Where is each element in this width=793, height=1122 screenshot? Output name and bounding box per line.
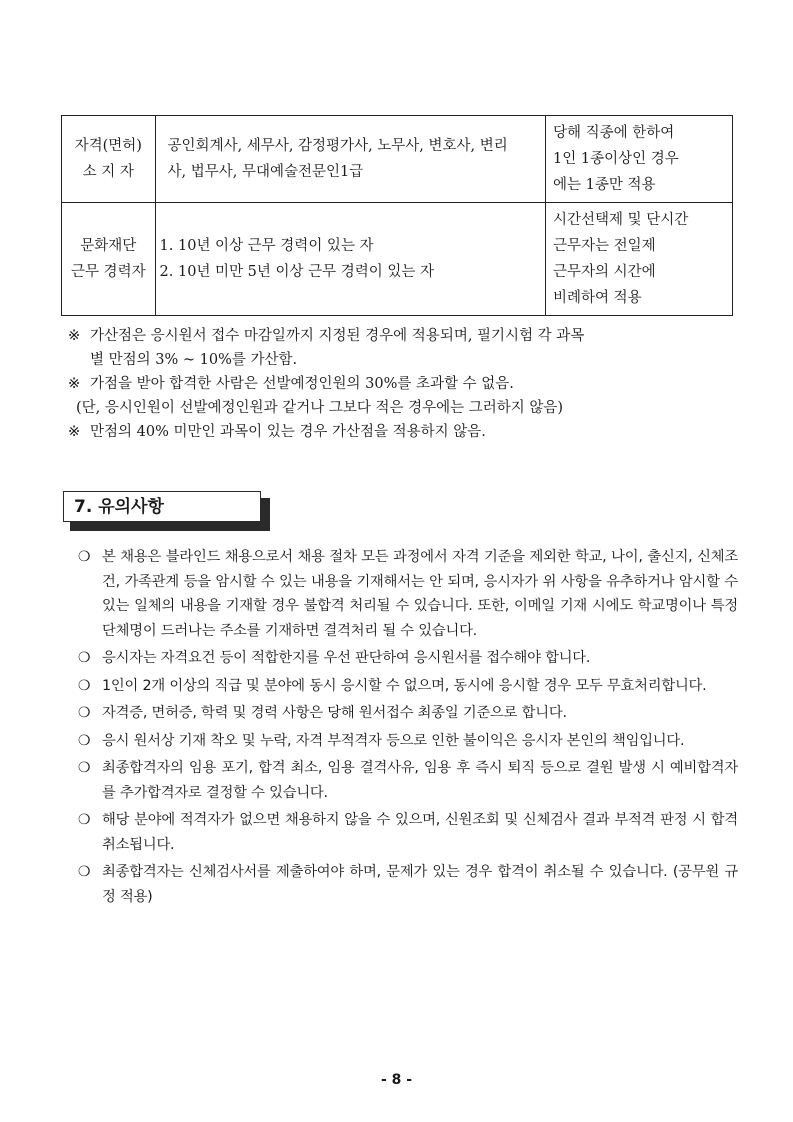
- circle-bullet-icon: ❍: [78, 549, 91, 565]
- row-note: 당해 직종에 한하여 1인 1종이상인 경우 에는 1종만 적용: [546, 116, 733, 203]
- circle-bullet-icon: ❍: [78, 705, 91, 721]
- list-item: ❍ 최종합격자의 임용 포기, 합격 최소, 임용 결격사유, 임용 후 즉시 퇴직 등으로 결원 발생 시 예비합격자를 추가합격자로 결정할 수 있습니다.: [78, 756, 738, 805]
- table-row: [62, 203, 733, 316]
- qualification-table: [61, 115, 733, 316]
- precautions-list: [78, 545, 738, 912]
- reference-mark-icon: ※: [68, 424, 81, 440]
- list-item: ❍ 자격증, 면허증, 학력 및 경력 사항은 당해 원서접수 최종일 기준으로 합니다.: [78, 701, 738, 726]
- table-row: [62, 116, 733, 203]
- note-item: ※ 가산점은 응시원서 접수 마감일까지 지정된 경우에 적용되며, 필기시험 각 과목 별 만점의 3% ~ 10%를 가산함.: [68, 324, 738, 372]
- page-number: - 8 -: [380, 1072, 413, 1088]
- list-item: ❍ 응시자는 자격요건 등이 적합한지를 우선 판단하여 응시원서를 접수해야 합니다.: [78, 646, 738, 671]
- row-content: 1. 10년 이상 근무 경력이 있는 자 2. 10년 미만 5년 이상 근무 경력이 있는 자: [155, 203, 545, 316]
- section-title: 7. 유의사항: [63, 491, 261, 522]
- circle-bullet-icon: ❍: [78, 760, 91, 776]
- list-item: ❍ 응시 원서상 기재 착오 및 누락, 자격 부적격자 등으로 인한 불이익은 응시자 본인의 책임입니다.: [78, 729, 738, 754]
- note-subtext: (단, 응시인원이 선발예정인원과 같거나 그보다 적은 경우에는 그러하지 않음): [76, 400, 564, 416]
- list-item: ❍ 본 채용은 블라인드 채용으로서 채용 절차 모든 과정에서 자격 기준을 제외한 학교, 나이, 출신지, 신체조건, 가족관계 등을 암시할 수 있는 내용을 기재해서는 안 되며, 응시자가 위 사항을 유추하거나 암시할 수 있는 일체의 내용을 기재할 경우 불합격 처리될 수 있습니다. 또한, 이메일 기재 시에도 학교명이나 특정 단체명이 드러나는 주소를 기재하면 결격처리 될 수 있습니다.: [78, 545, 738, 643]
- list-item: ❍ 1인이 2개 이상의 직급 및 분야에 동시 응시할 수 없으며, 동시에 응시할 경우 모두 무효처리합니다.: [78, 674, 738, 699]
- row-content: 공인회계사, 세무사, 감정평가사, 노무사, 변호사, 변리 사, 법무사, 무대예술전문인1급: [155, 116, 545, 203]
- circle-bullet-icon: ❍: [78, 812, 91, 828]
- row-label: 문화재단 근무 경력자: [62, 203, 156, 316]
- section-header: [63, 491, 273, 531]
- note-item: ※ 가점을 받아 합격한 사람은 선발예정인원의 30%를 초과할 수 없음.: [68, 372, 738, 396]
- note-item: ※ 만점의 40% 미만인 과목이 있는 경우 가산점을 적용하지 않음.: [68, 420, 738, 444]
- notes-block: [68, 324, 738, 444]
- circle-bullet-icon: ❍: [78, 864, 91, 880]
- row-note: 시간선택제 및 단시간 근무자는 전일제 근무자의 시간에 비례하여 적용: [546, 203, 733, 316]
- reference-mark-icon: ※: [68, 328, 81, 344]
- circle-bullet-icon: ❍: [78, 650, 91, 666]
- row-label: 자격(면허) 소 지 자: [62, 116, 156, 203]
- reference-mark-icon: ※: [68, 376, 81, 392]
- list-item: ❍ 해당 분야에 적격자가 없으면 채용하지 않을 수 있으며, 신원조회 및 신체검사 결과 부적격 판정 시 합격 취소됩니다.: [78, 808, 738, 857]
- circle-bullet-icon: ❍: [78, 677, 91, 694]
- circle-bullet-icon: ❍: [78, 732, 91, 749]
- list-item: ❍ 최종합격자는 신체검사서를 제출하여야 하며, 문제가 있는 경우 합격이 취소될 수 있습니다. (공무원 규정 적용): [78, 860, 738, 909]
